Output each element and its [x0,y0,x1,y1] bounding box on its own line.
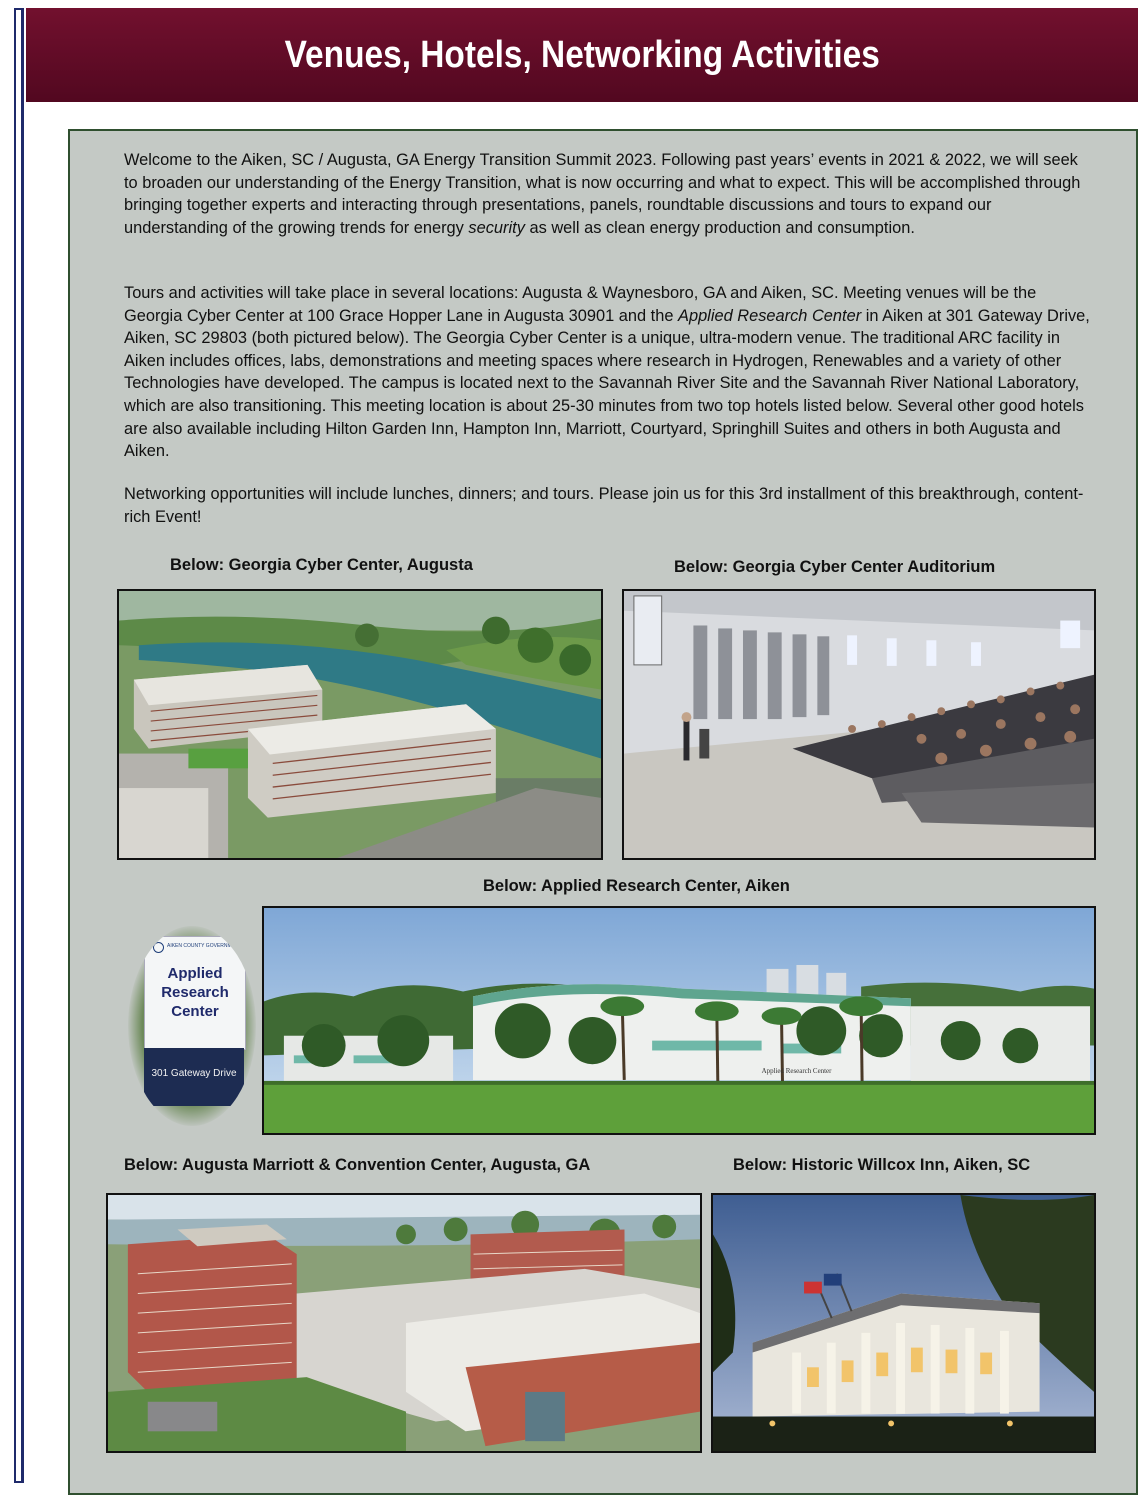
page-title: Venues, Hotels, Networking Activities [284,33,880,76]
sign-top-text: AIKEN COUNTY GOVERNMENT [167,943,242,949]
marriott-photo [106,1193,702,1453]
arc-sign-vignette [128,926,256,1126]
cyber-center-photo [117,589,603,860]
arc-building-photo [262,906,1096,1135]
sign-name-line-1: Applied [167,965,223,982]
arc-sign-board [144,936,246,1050]
sign-name-line-2: Research [161,984,229,1001]
intro-paragraph-2: Tours and activities will take place in several locations: Augusta & Waynesboro, GA and Aiken, SC. Meeting venues will be the Georgia Cyber Center at 100 Grace Hopper Lane in Augusta 30901 and the Applied Research Center in Aiken at 301 Gateway Drive, Aiken, SC 29803 (both pictured below). The Georgia Cyber Center is a unique, ultra-modern venue. The traditional ARC facility in Aiken includes offices, labs, demonstrations and meeting spaces where research in Hydrogen, Renewables and a variety of other Technologies have developed. The campus is located next to the Savannah River Site and the Savannah River National Laboratory, which are also transitioning. This meeting location is about 25-30 minutes from two top hotels listed below. Several other good hotels are also available including Hilton Garden Inn, Hampton Inn, Marriott, Courtyard, Springhill Suites and others in both Augusta and Aiken. [124,284,1090,461]
caption-marriott: Below: Augusta Marriott & Convention Center, Augusta, GA [124,1156,591,1174]
caption-auditorium: Below: Georgia Cyber Center Auditorium [674,558,996,576]
sign-address: 301 Gateway Drive [151,1068,237,1079]
content-panel [68,129,1138,1495]
left-border-rule [14,8,24,1483]
intro-paragraph-3: Networking opportunities will include lunches, dinners; and tours. Please join us for this 3rd installment of this breakthrough, content-rich Event! [124,485,1084,526]
sign-name-line-3: Center [171,1003,219,1020]
caption-willcox: Below: Historic Willcox Inn, Aiken, SC [733,1156,1031,1174]
county-seal-icon [153,942,164,953]
auditorium-photo [622,589,1096,860]
caption-cyber-center: Below: Georgia Cyber Center, Augusta [170,556,473,574]
header-banner [26,8,1138,102]
arc-building-sign-text: Applied Research Center [761,1068,832,1076]
caption-arc: Below: Applied Research Center, Aiken [483,877,790,895]
arc-sign-base [144,1048,244,1106]
intro-paragraph-1: Welcome to the Aiken, SC / Augusta, GA Energy Transition Summit 2023. Following past years’ events in 2021 & 2022, we will seek to broaden our understanding of the Energy Transition, what is now occurring and what to expect. This will be accomplished through bringing together experts and interacting through presentations, panels, roundtable discussions and tours to expand our understanding of the growing trends for energy security as well as clean energy production and consumption. [124,151,1081,237]
willcox-photo [711,1193,1096,1453]
